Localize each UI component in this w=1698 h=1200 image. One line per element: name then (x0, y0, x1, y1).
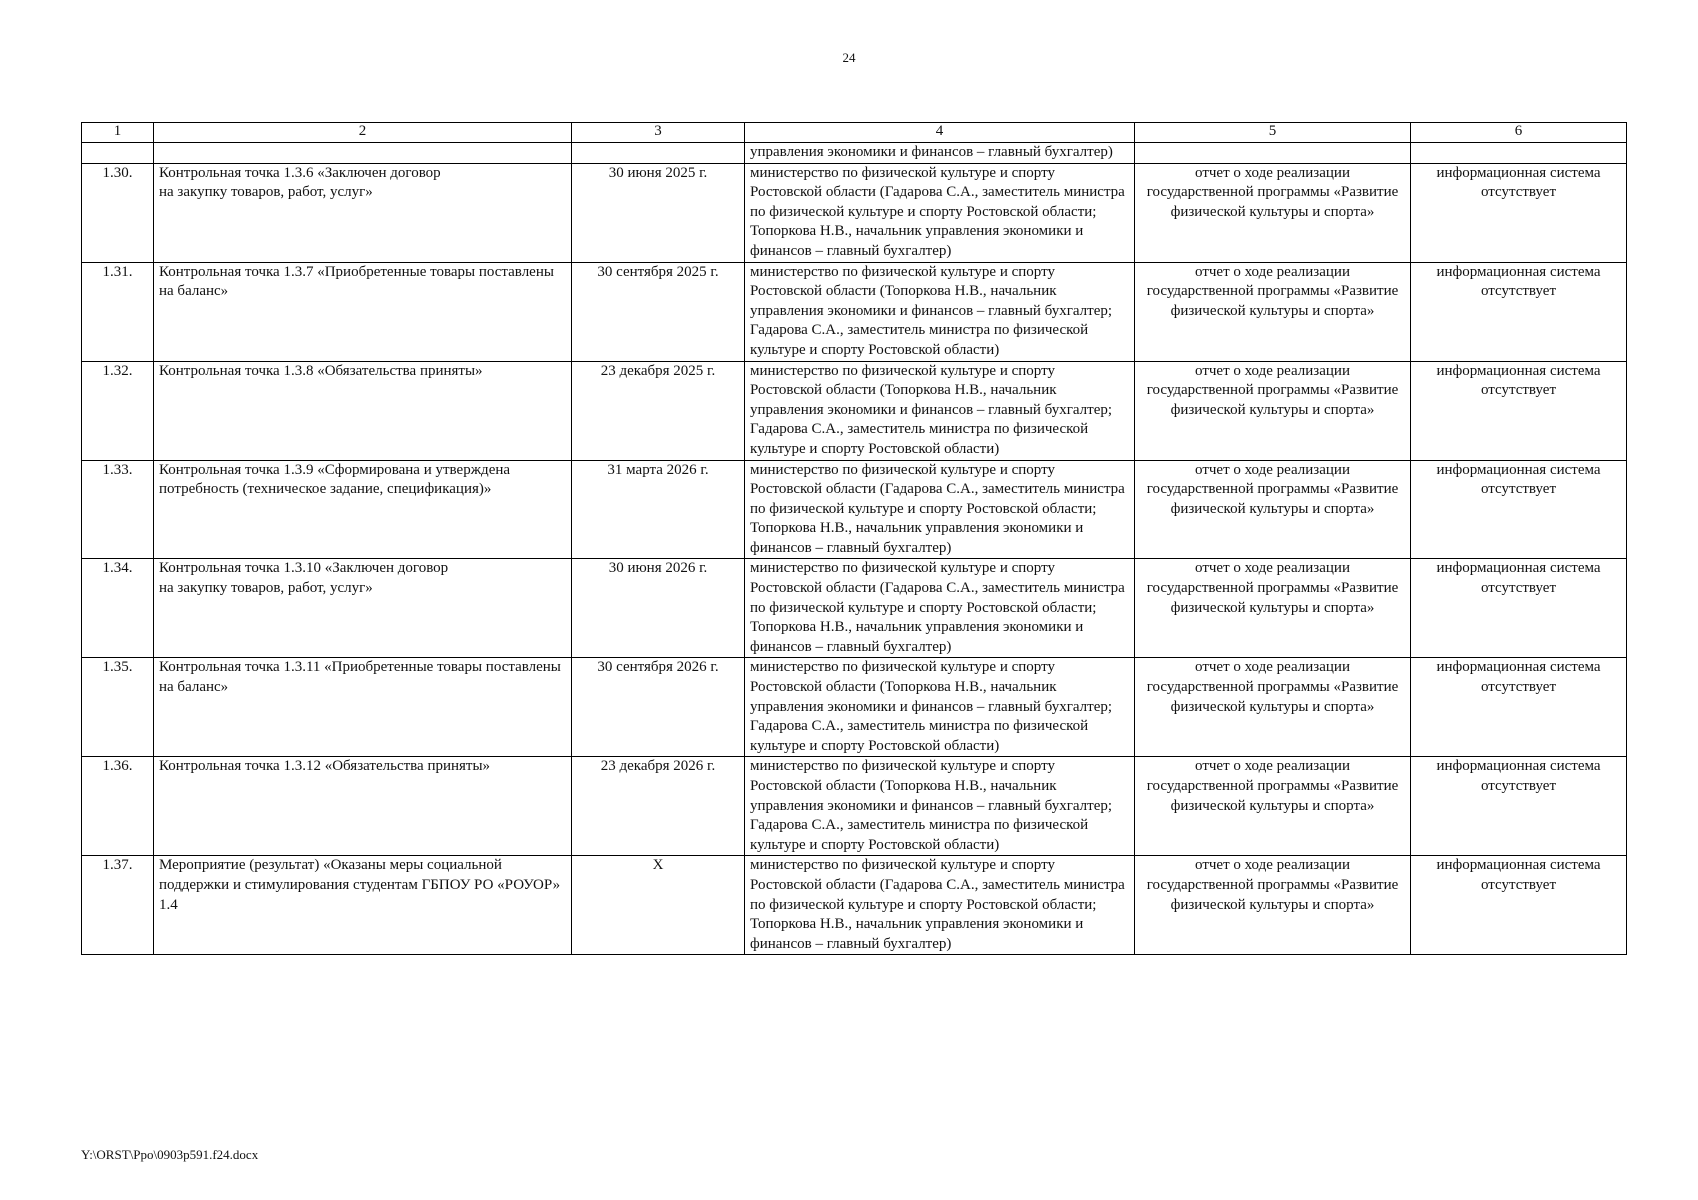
row-date: 23 декабря 2026 г. (572, 757, 745, 856)
row-responsible: министерство по физической культуре и спорту Ростовской области (Топоркова Н.В., начальник управления экономики и финансов – главный бухгалтер; Гадарова С.А., заместитель министра по физической культуре и спорту Ростовской области) (745, 361, 1135, 460)
table-row (82, 163, 1627, 262)
row-responsible: министерство по физической культуре и спорту Ростовской области (Топоркова Н.В., начальник управления экономики и финансов – главный бухгалтер; Гадарова С.А., заместитель министра по физической культуре и спорту Ростовской области) (745, 658, 1135, 757)
header-col-3: 3 (572, 123, 745, 143)
header-col-6: 6 (1411, 123, 1627, 143)
table-row (82, 856, 1627, 955)
row-info-system: информационная система отсутствует (1411, 163, 1627, 262)
row-responsible: министерство по физической культуре и спорту Ростовской области (Гадарова С.А., заместитель министра по физической культуре и спорту Ростовской области; Топоркова Н.В., начальник управления экономики и финансов – главный бухгалтер) (745, 460, 1135, 559)
table-body (82, 143, 1627, 955)
row-name (154, 143, 572, 164)
row-name: Контрольная точка 1.3.6 «Заключен договор на закупку товаров, работ, услуг» (154, 163, 572, 262)
row-report: отчет о ходе реализации государственной программы «Развитие физической культуры и спорта» (1135, 559, 1411, 658)
row-number (82, 143, 154, 164)
row-info-system (1411, 143, 1627, 164)
table-row (82, 559, 1627, 658)
row-name: Мероприятие (результат) «Оказаны меры социальной поддержки и стимулирования студентам ГБПОУ РО «РОУОР» 1.4 (154, 856, 572, 955)
row-name: Контрольная точка 1.3.8 «Обязательства приняты» (154, 361, 572, 460)
row-name: Контрольная точка 1.3.10 «Заключен договор на закупку товаров, работ, услуг» (154, 559, 572, 658)
row-name: Контрольная точка 1.3.12 «Обязательства приняты» (154, 757, 572, 856)
table-row (82, 658, 1627, 757)
row-report: отчет о ходе реализации государственной программы «Развитие физической культуры и спорта» (1135, 658, 1411, 757)
row-number: 1.35. (82, 658, 154, 757)
table-row (82, 143, 1627, 164)
plan-table (81, 122, 1627, 955)
row-date: 31 марта 2026 г. (572, 460, 745, 559)
row-number: 1.31. (82, 262, 154, 361)
header-col-2: 2 (154, 123, 572, 143)
row-responsible: министерство по физической культуре и спорту Ростовской области (Топоркова Н.В., начальник управления экономики и финансов – главный бухгалтер; Гадарова С.А., заместитель министра по физической культуре и спорту Ростовской области) (745, 757, 1135, 856)
row-report: отчет о ходе реализации государственной программы «Развитие физической культуры и спорта» (1135, 856, 1411, 955)
row-responsible: министерство по физической культуре и спорту Ростовской области (Гадарова С.А., заместитель министра по физической культуре и спорту Ростовской области; Топоркова Н.В., начальник управления экономики и финансов – главный бухгалтер) (745, 163, 1135, 262)
row-info-system: информационная система отсутствует (1411, 856, 1627, 955)
row-report: отчет о ходе реализации государственной программы «Развитие физической культуры и спорта» (1135, 361, 1411, 460)
row-number: 1.34. (82, 559, 154, 658)
row-name: Контрольная точка 1.3.11 «Приобретенные товары поставлены на баланс» (154, 658, 572, 757)
row-report (1135, 143, 1411, 164)
row-date: 30 июня 2025 г. (572, 163, 745, 262)
row-responsible: министерство по физической культуре и спорту Ростовской области (Гадарова С.А., заместитель министра по физической культуре и спорту Ростовской области; Топоркова Н.В., начальник управления экономики и финансов – главный бухгалтер) (745, 856, 1135, 955)
row-date: 30 июня 2026 г. (572, 559, 745, 658)
row-responsible: министерство по физической культуре и спорту Ростовской области (Гадарова С.А., заместитель министра по физической культуре и спорту Ростовской области; Топоркова Н.В., начальник управления экономики и финансов – главный бухгалтер) (745, 559, 1135, 658)
row-date (572, 143, 745, 164)
row-date: 23 декабря 2025 г. (572, 361, 745, 460)
row-info-system: информационная система отсутствует (1411, 757, 1627, 856)
row-date: 30 сентября 2026 г. (572, 658, 745, 757)
table-row (82, 262, 1627, 361)
row-name: Контрольная точка 1.3.9 «Сформирована и утверждена потребность (техническое задание, спецификация)» (154, 460, 572, 559)
table-row (82, 361, 1627, 460)
row-number: 1.33. (82, 460, 154, 559)
row-report: отчет о ходе реализации государственной программы «Развитие физической культуры и спорта» (1135, 757, 1411, 856)
row-responsible: управления экономики и финансов – главный бухгалтер) (745, 143, 1135, 164)
header-col-5: 5 (1135, 123, 1411, 143)
row-name: Контрольная точка 1.3.7 «Приобретенные товары поставлены на баланс» (154, 262, 572, 361)
table-row (82, 460, 1627, 559)
row-responsible: министерство по физической культуре и спорту Ростовской области (Топоркова Н.В., начальник управления экономики и финансов – главный бухгалтер; Гадарова С.А., заместитель министра по физической культуре и спорту Ростовской области) (745, 262, 1135, 361)
row-info-system: информационная система отсутствует (1411, 559, 1627, 658)
row-report: отчет о ходе реализации государственной программы «Развитие физической культуры и спорта» (1135, 460, 1411, 559)
row-number: 1.36. (82, 757, 154, 856)
row-report: отчет о ходе реализации государственной программы «Развитие физической культуры и спорта» (1135, 163, 1411, 262)
footer-file-path: Y:\ORST\Ppo\0903p591.f24.docx (81, 1147, 259, 1162)
row-number: 1.37. (82, 856, 154, 955)
row-date: Х (572, 856, 745, 955)
row-info-system: информационная система отсутствует (1411, 658, 1627, 757)
row-number: 1.30. (82, 163, 154, 262)
row-info-system: информационная система отсутствует (1411, 361, 1627, 460)
header-col-4: 4 (745, 123, 1135, 143)
header-col-1: 1 (82, 123, 154, 143)
table-row (82, 757, 1627, 856)
row-date: 30 сентября 2025 г. (572, 262, 745, 361)
page-number: 24 (842, 50, 856, 65)
row-info-system: информационная система отсутствует (1411, 460, 1627, 559)
row-number: 1.32. (82, 361, 154, 460)
row-report: отчет о ходе реализации государственной программы «Развитие физической культуры и спорта» (1135, 262, 1411, 361)
table-header-row (82, 123, 1627, 143)
row-info-system: информационная система отсутствует (1411, 262, 1627, 361)
